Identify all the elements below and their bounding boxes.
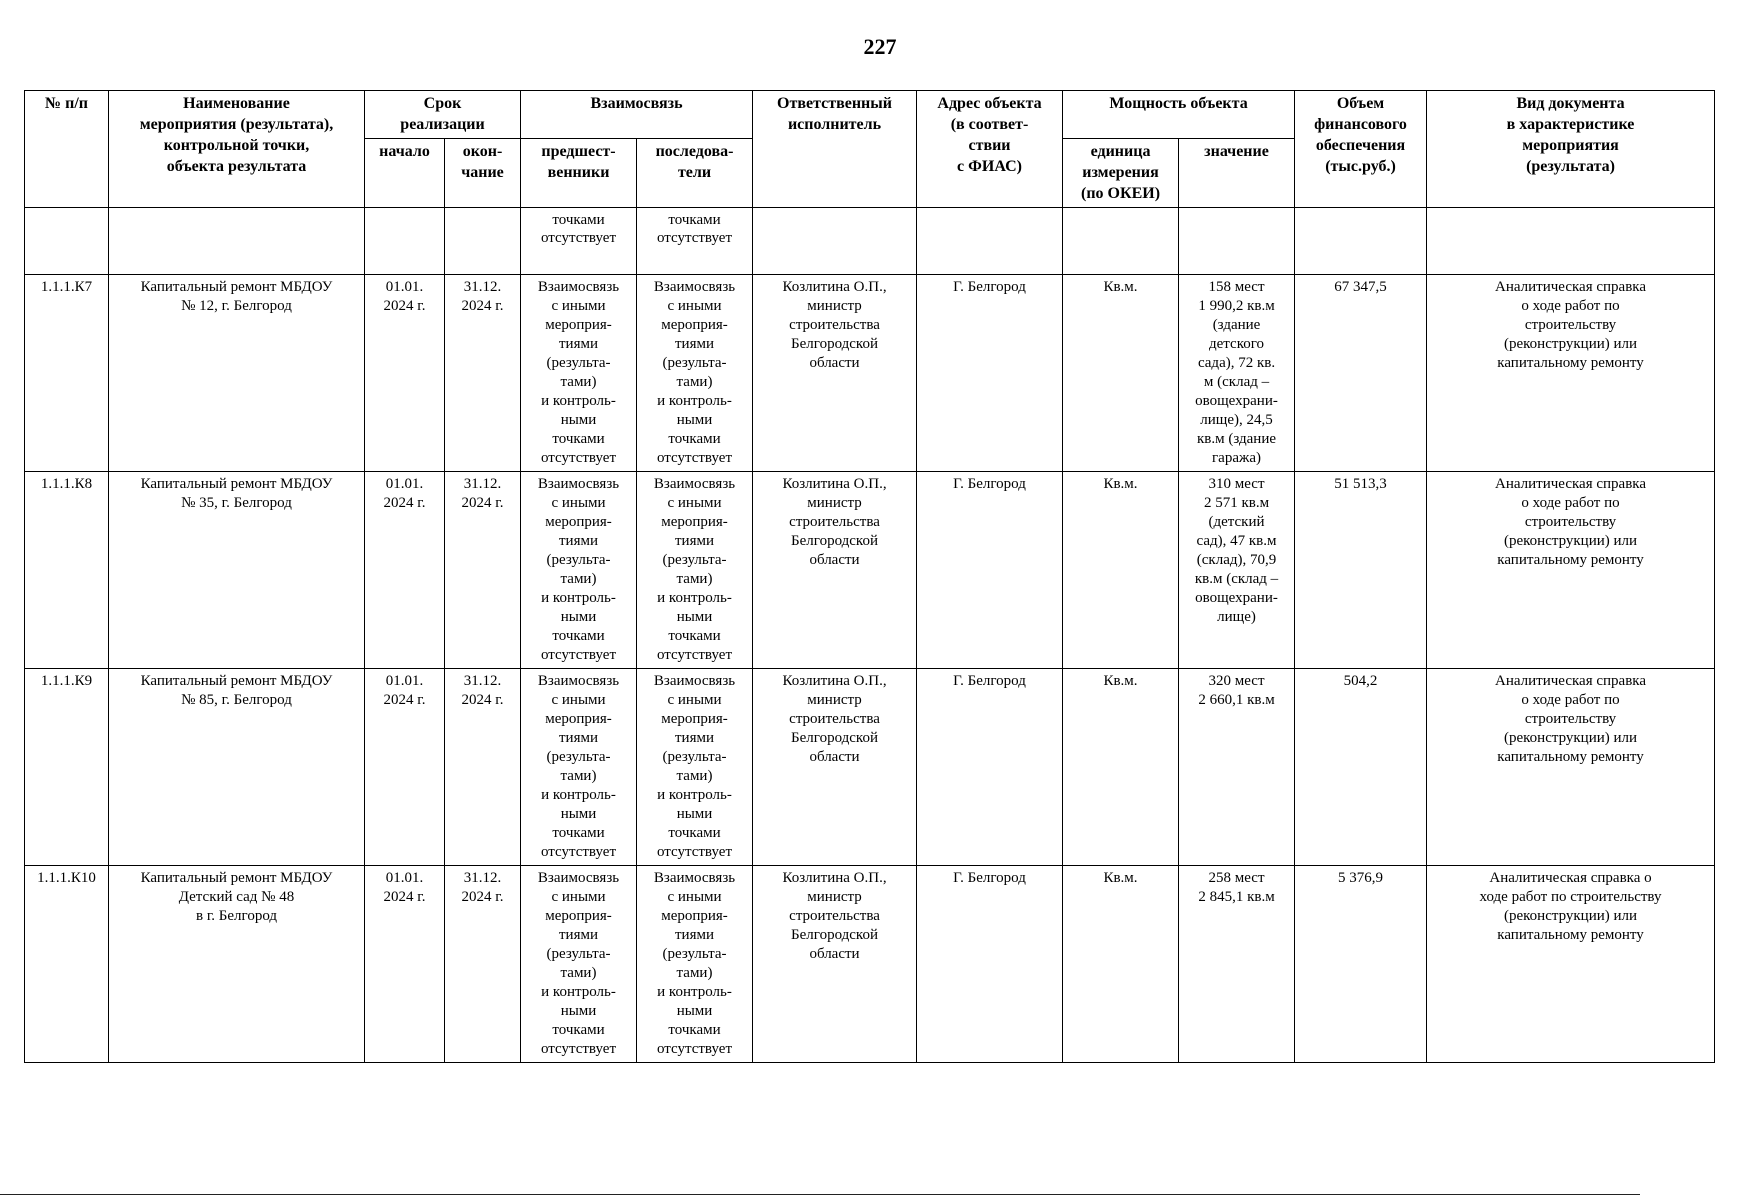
measures-table bbox=[24, 90, 1715, 1063]
cell-finance: 504,2 bbox=[1295, 669, 1427, 866]
cell-num: 1.1.1.К8 bbox=[25, 472, 109, 669]
cell-successors: Взаимосвязь с иными мероприя- тиями (результа- тами) и контроль- ными точками отсутствует bbox=[637, 866, 753, 1063]
cell-finance: 5 376,9 bbox=[1295, 866, 1427, 1063]
table-row bbox=[25, 275, 1715, 472]
cell-start: 01.01. 2024 г. bbox=[365, 866, 445, 1063]
header-capacity: Мощность объекта bbox=[1063, 91, 1295, 139]
cell-end: 31.12. 2024 г. bbox=[445, 866, 521, 1063]
cell-finance: 51 513,3 bbox=[1295, 472, 1427, 669]
cell-empty bbox=[1063, 208, 1179, 275]
cell-empty bbox=[365, 208, 445, 275]
table-row bbox=[25, 669, 1715, 866]
cell-executor: Козлитина О.П., министр строительства Белгородской области bbox=[753, 669, 917, 866]
bottom-rule bbox=[0, 1194, 1640, 1195]
cell-predecessors: точками отсутствует bbox=[521, 208, 637, 275]
cell-predecessors: Взаимосвязь с иными мероприя- тиями (результа- тами) и контроль- ными точками отсутствует bbox=[521, 275, 637, 472]
header-relation: Взаимосвязь bbox=[521, 91, 753, 139]
header-num: № п/п bbox=[25, 91, 109, 208]
cell-finance: 67 347,5 bbox=[1295, 275, 1427, 472]
cell-address: Г. Белгород bbox=[917, 472, 1063, 669]
header-term-start: начало bbox=[365, 139, 445, 208]
cell-start: 01.01. 2024 г. bbox=[365, 472, 445, 669]
cell-doctype: Аналитическая справка о ходе работ по строительству (реконструкции) или капитальному ремонту bbox=[1427, 669, 1715, 866]
table-row bbox=[25, 472, 1715, 669]
cell-executor: Козлитина О.П., министр строительства Белгородской области bbox=[753, 275, 917, 472]
cell-value: 258 мест 2 845,1 кв.м bbox=[1179, 866, 1295, 1063]
cell-successors: Взаимосвязь с иными мероприя- тиями (результа- тами) и контроль- ными точками отсутствует bbox=[637, 275, 753, 472]
cell-empty bbox=[25, 208, 109, 275]
cell-empty bbox=[1179, 208, 1295, 275]
cell-empty bbox=[1295, 208, 1427, 275]
cell-start: 01.01. 2024 г. bbox=[365, 275, 445, 472]
cell-empty bbox=[109, 208, 365, 275]
cell-predecessors: Взаимосвязь с иными мероприя- тиями (результа- тами) и контроль- ными точками отсутствует bbox=[521, 669, 637, 866]
cell-successors: Взаимосвязь с иными мероприя- тиями (результа- тами) и контроль- ными точками отсутствует bbox=[637, 472, 753, 669]
cell-doctype: Аналитическая справка о ходе работ по строительству (реконструкции) или капитальному ремонту bbox=[1427, 275, 1715, 472]
header-value: значение bbox=[1179, 139, 1295, 208]
page-number: 227 bbox=[863, 34, 897, 59]
cell-doctype: Аналитическая справка о ходе работ по строительству (реконструкции) или капитальному ремонту bbox=[1427, 472, 1715, 669]
cell-num: 1.1.1.К10 bbox=[25, 866, 109, 1063]
header-address: Адрес объекта (в соответ- ствии с ФИАС) bbox=[917, 91, 1063, 208]
cell-num: 1.1.1.К9 bbox=[25, 669, 109, 866]
cell-end: 31.12. 2024 г. bbox=[445, 275, 521, 472]
header-term: Срок реализации bbox=[365, 91, 521, 139]
cell-name: Капитальный ремонт МБДОУ Детский сад № 48 в г. Белгород bbox=[109, 866, 365, 1063]
continuation-row bbox=[25, 208, 1715, 275]
cell-doctype: Аналитическая справка о ходе работ по строительству (реконструкции) или капитальному ремонту bbox=[1427, 866, 1715, 1063]
cell-executor: Козлитина О.П., министр строительства Белгородской области bbox=[753, 472, 917, 669]
cell-empty bbox=[917, 208, 1063, 275]
cell-unit: Кв.м. bbox=[1063, 866, 1179, 1063]
cell-predecessors: Взаимосвязь с иными мероприя- тиями (результа- тами) и контроль- ными точками отсутствует bbox=[521, 866, 637, 1063]
cell-name: Капитальный ремонт МБДОУ № 85, г. Белгород bbox=[109, 669, 365, 866]
header-successors: последова- тели bbox=[637, 139, 753, 208]
cell-name: Капитальный ремонт МБДОУ № 12, г. Белгород bbox=[109, 275, 365, 472]
cell-unit: Кв.м. bbox=[1063, 669, 1179, 866]
header-finance: Объем финансового обеспечения (тыс.руб.) bbox=[1295, 91, 1427, 208]
header-executor: Ответственный исполнитель bbox=[753, 91, 917, 208]
header-term-end: окон- чание bbox=[445, 139, 521, 208]
cell-name: Капитальный ремонт МБДОУ № 35, г. Белгород bbox=[109, 472, 365, 669]
cell-start: 01.01. 2024 г. bbox=[365, 669, 445, 866]
table-row bbox=[25, 866, 1715, 1063]
header-name: Наименование мероприятия (результата), контрольной точки, объекта результата bbox=[109, 91, 365, 208]
cell-end: 31.12. 2024 г. bbox=[445, 669, 521, 866]
cell-predecessors: Взаимосвязь с иными мероприя- тиями (результа- тами) и контроль- ными точками отсутствует bbox=[521, 472, 637, 669]
header-unit: единица измерения (по ОКЕИ) bbox=[1063, 139, 1179, 208]
cell-value: 158 мест 1 990,2 кв.м (здание детского сада), 72 кв. м (склад – овощехрани- лище), 24,5 кв.м (здание гаража) bbox=[1179, 275, 1295, 472]
cell-successors: Взаимосвязь с иными мероприя- тиями (результа- тами) и контроль- ными точками отсутствует bbox=[637, 669, 753, 866]
header-predecessors: предшест- венники bbox=[521, 139, 637, 208]
cell-successors: точками отсутствует bbox=[637, 208, 753, 275]
cell-empty bbox=[445, 208, 521, 275]
cell-address: Г. Белгород bbox=[917, 866, 1063, 1063]
cell-unit: Кв.м. bbox=[1063, 275, 1179, 472]
cell-empty bbox=[753, 208, 917, 275]
cell-empty bbox=[1427, 208, 1715, 275]
cell-value: 310 мест 2 571 кв.м (детский сад), 47 кв.м (склад), 70,9 кв.м (склад – овощехрани- лище) bbox=[1179, 472, 1295, 669]
cell-end: 31.12. 2024 г. bbox=[445, 472, 521, 669]
cell-address: Г. Белгород bbox=[917, 669, 1063, 866]
cell-value: 320 мест 2 660,1 кв.м bbox=[1179, 669, 1295, 866]
cell-executor: Козлитина О.П., министр строительства Белгородской области bbox=[753, 866, 917, 1063]
cell-address: Г. Белгород bbox=[917, 275, 1063, 472]
header-doctype: Вид документа в характеристике мероприятия (результата) bbox=[1427, 91, 1715, 208]
cell-num: 1.1.1.К7 bbox=[25, 275, 109, 472]
cell-unit: Кв.м. bbox=[1063, 472, 1179, 669]
